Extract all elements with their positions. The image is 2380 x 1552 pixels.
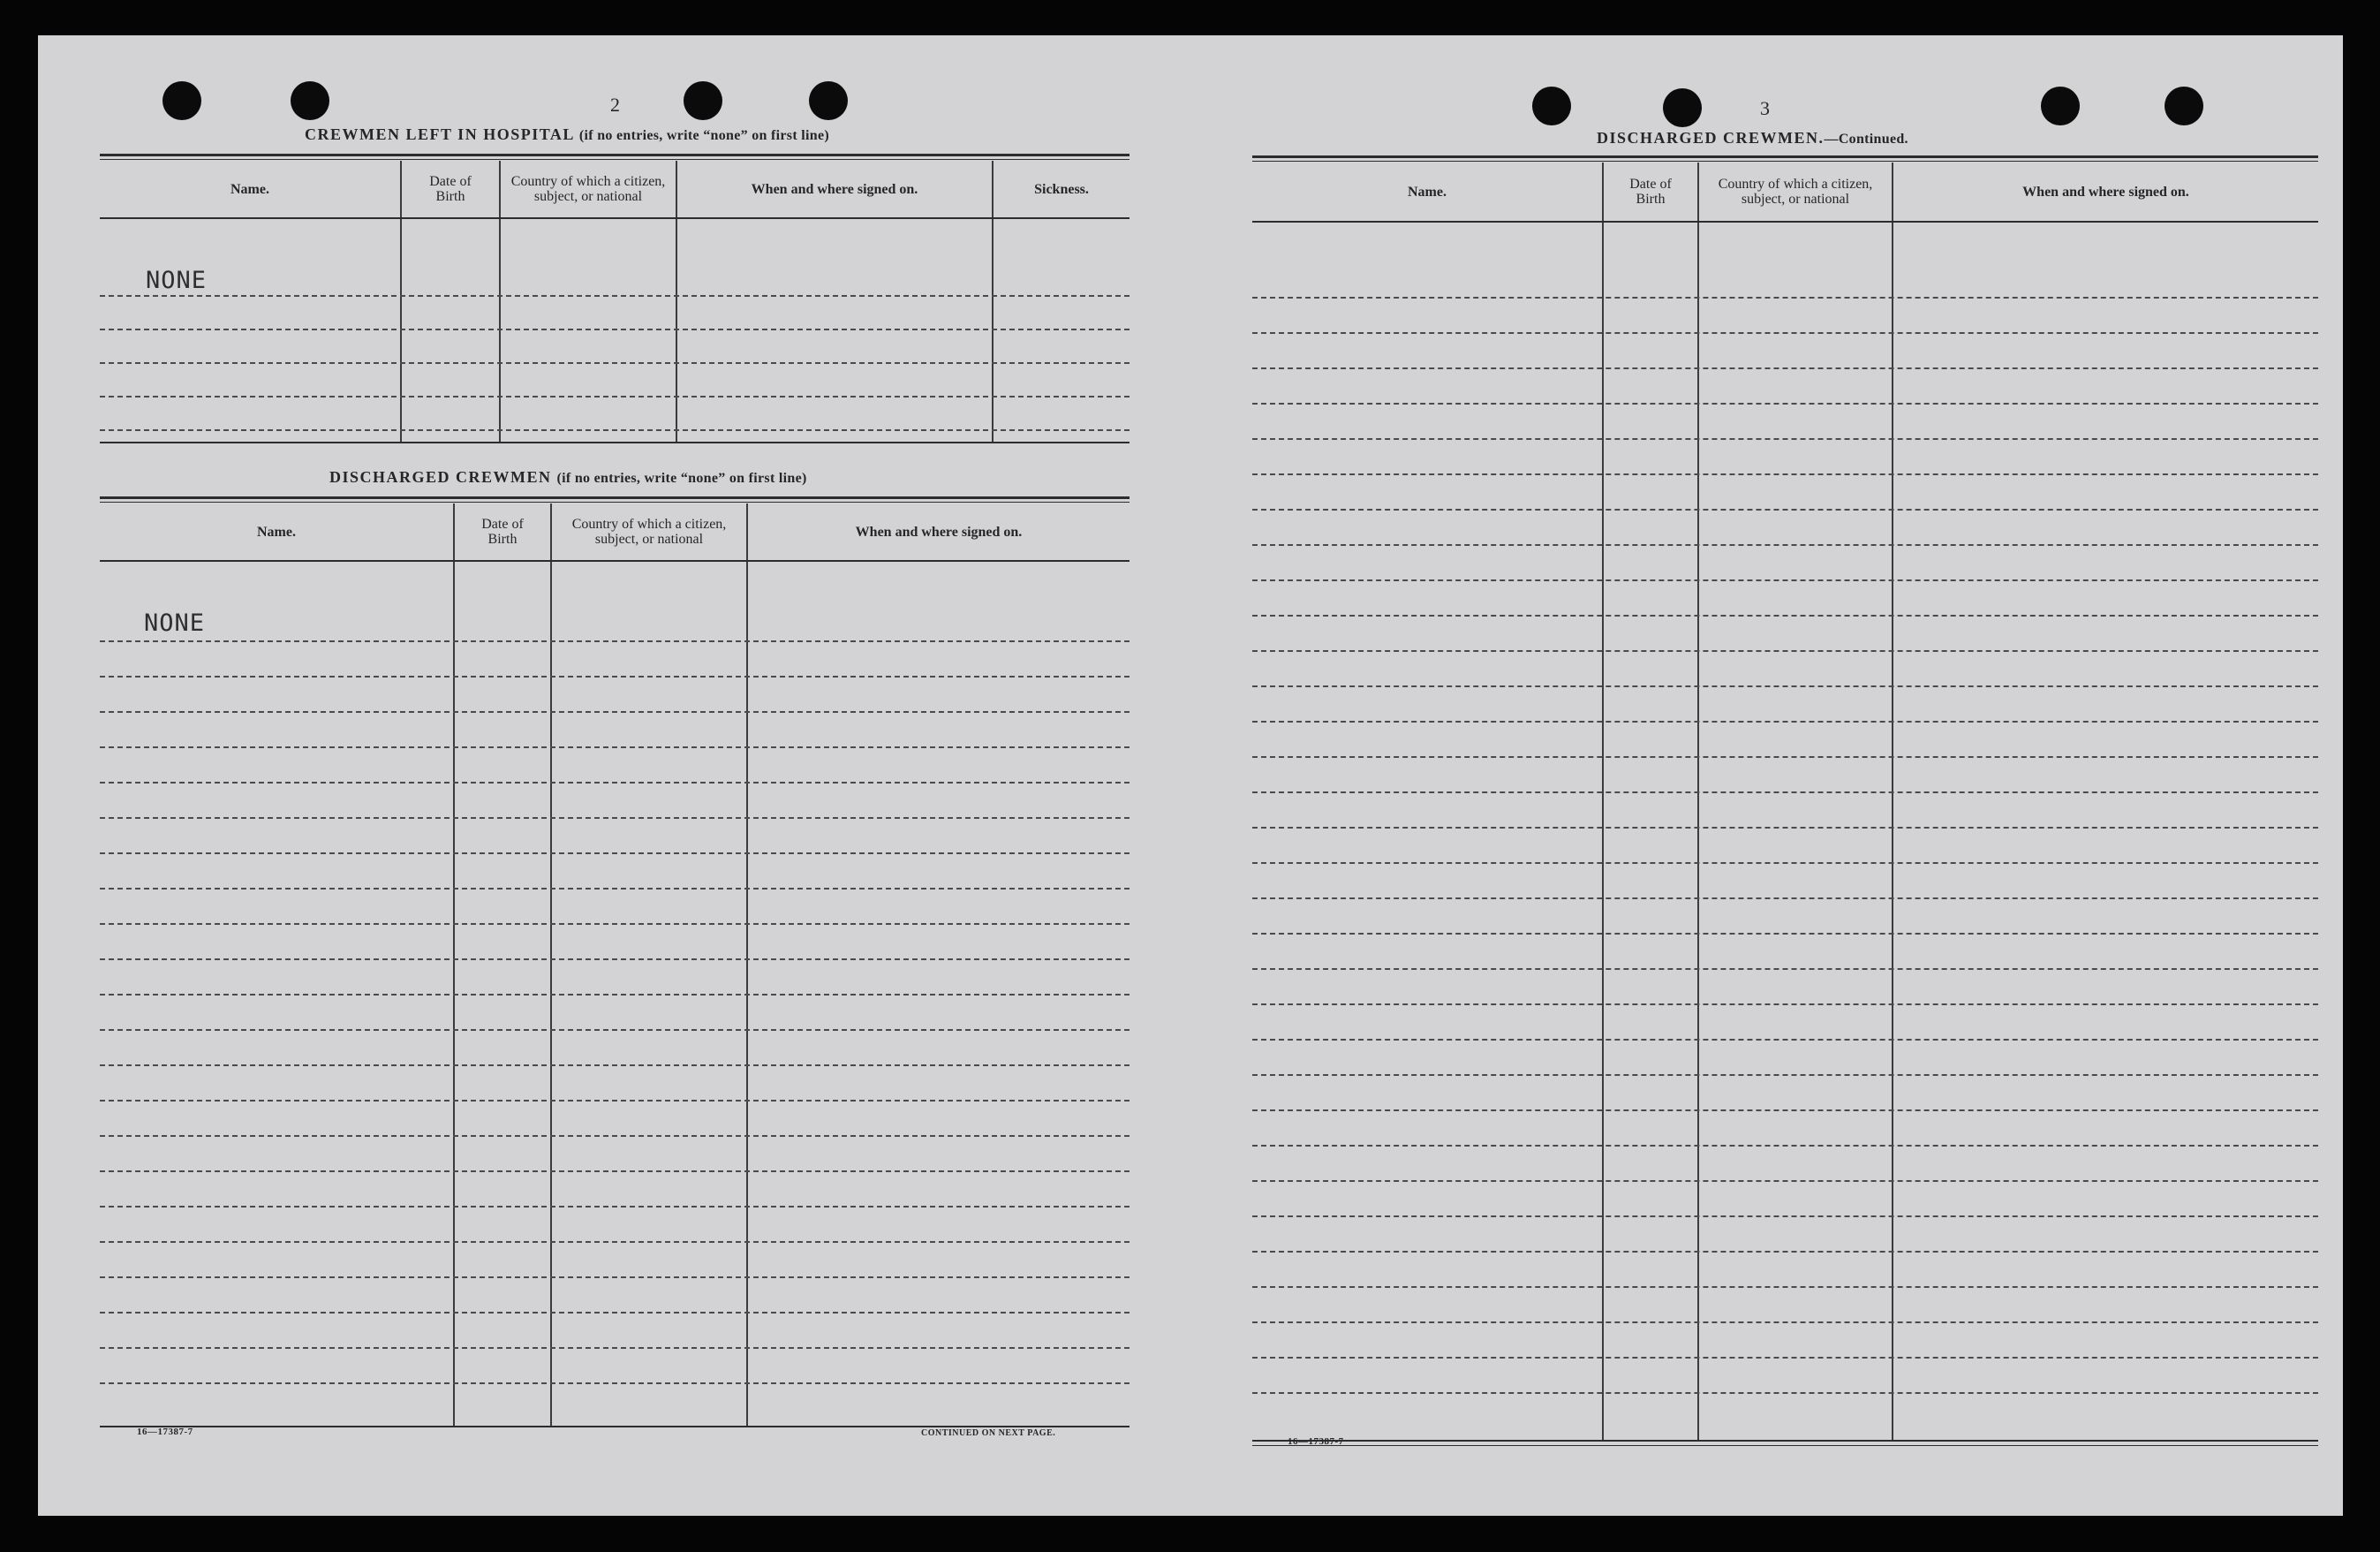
table-row	[1252, 897, 2318, 899]
table-row	[1252, 509, 2318, 511]
table-row	[1252, 1039, 2318, 1041]
table-row	[100, 1382, 1130, 1384]
table-row	[100, 782, 1130, 784]
table-row	[1252, 615, 2318, 617]
punch-hole	[162, 81, 201, 120]
table-row	[100, 676, 1130, 678]
punch-hole	[291, 81, 329, 120]
table-row	[1252, 933, 2318, 935]
table-row	[100, 362, 1130, 364]
table-row	[100, 295, 1130, 297]
table-row	[1252, 438, 2318, 440]
column-header-signed-on: When and where signed on.	[2022, 184, 2189, 200]
table-row	[1252, 827, 2318, 829]
column-header-sickness: Sickness.	[1034, 181, 1089, 197]
column-header-text: Country of which a citizen, subject, or national	[571, 517, 727, 547]
table-row	[100, 640, 1130, 642]
section-title-note: (if no entries, write “none” on first line)	[556, 471, 807, 486]
column-header-date-of-birth	[455, 503, 550, 560]
table-row	[1252, 791, 2318, 793]
table-row	[1252, 332, 2318, 334]
table-row	[1252, 297, 2318, 299]
section-title	[305, 125, 829, 144]
column-header-text: Country of which a citizen, subject, or national	[510, 174, 666, 204]
table-row	[1252, 1392, 2318, 1394]
table-row	[100, 817, 1130, 819]
table-row	[100, 1100, 1130, 1102]
section-title	[1597, 129, 1908, 148]
hospital-table	[100, 154, 1130, 481]
column-header-country	[1699, 163, 1892, 221]
column-header-text: Country of which a citizen, subject, or national	[1718, 177, 1873, 207]
table-row	[100, 1241, 1130, 1243]
table-row	[1252, 1109, 2318, 1111]
form-number: 16—17387-7	[137, 1427, 193, 1437]
punch-hole	[1532, 87, 1571, 125]
page-number: 2	[610, 94, 620, 116]
handwritten-entry: NONE	[146, 267, 208, 294]
table-row	[1252, 1286, 2318, 1288]
table-row	[1252, 721, 2318, 723]
table-row	[1252, 1215, 2318, 1217]
continued-note: CONTINUED ON NEXT PAGE.	[921, 1428, 1056, 1438]
table-row	[1252, 1145, 2318, 1147]
column-header-date-of-birth	[402, 161, 499, 217]
column-header-name: Name.	[1408, 184, 1447, 200]
table-row	[100, 852, 1130, 854]
section-title-text: DISCHARGED CREWMEN.	[1597, 129, 1825, 147]
column-header-country	[501, 161, 676, 217]
column-header-signed-on: When and where signed on.	[751, 181, 918, 197]
table-row	[100, 958, 1130, 960]
punch-hole	[809, 81, 848, 120]
table-row	[1252, 862, 2318, 864]
section-title	[329, 468, 807, 487]
table-row	[100, 1135, 1130, 1137]
section-title-text: DISCHARGED CREWMEN	[329, 468, 552, 486]
table-row	[100, 396, 1130, 397]
column-header-text: Date of Birth	[429, 174, 472, 204]
document-sheet	[38, 35, 2343, 1516]
table-row	[100, 1206, 1130, 1208]
table-row	[100, 994, 1130, 996]
column-header-text: Date of Birth	[1629, 177, 1672, 207]
page-number: 3	[1760, 97, 1770, 119]
column-header-name: Name.	[257, 524, 296, 540]
table-row	[1252, 403, 2318, 405]
table-row	[100, 1312, 1130, 1314]
table-row	[1252, 473, 2318, 475]
table-row	[1252, 1321, 2318, 1323]
table-row	[1252, 1180, 2318, 1182]
discharged-continued-table	[1252, 155, 2318, 1480]
column-header-country	[552, 503, 746, 560]
handwritten-entry: NONE	[144, 609, 206, 637]
punch-hole	[684, 81, 722, 120]
table-row	[100, 888, 1130, 890]
table-row	[100, 923, 1130, 925]
punch-hole	[2041, 87, 2080, 125]
table-row	[100, 429, 1130, 431]
table-row	[1252, 579, 2318, 581]
table-row	[1252, 1003, 2318, 1005]
column-header-text: Date of Birth	[481, 517, 524, 547]
column-header-name: Name.	[230, 181, 269, 197]
punch-hole	[1663, 88, 1702, 127]
section-title-text: CREWMEN LEFT IN HOSPITAL	[305, 125, 574, 143]
table-row	[100, 1029, 1130, 1031]
discharged-table	[100, 496, 1130, 1466]
table-row	[100, 1170, 1130, 1172]
table-row	[1252, 544, 2318, 546]
table-row	[100, 1064, 1130, 1066]
table-row	[1252, 367, 2318, 369]
column-header-signed-on: When and where signed on.	[855, 524, 1023, 540]
table-row	[100, 1276, 1130, 1278]
table-row	[100, 711, 1130, 713]
section-title-note: —Continued.	[1824, 132, 1908, 147]
table-row	[1252, 650, 2318, 652]
table-row	[1252, 1357, 2318, 1359]
table-row	[1252, 1251, 2318, 1253]
table-row	[100, 329, 1130, 330]
table-row	[1252, 1074, 2318, 1076]
column-header-date-of-birth	[1604, 163, 1697, 221]
table-row	[100, 1347, 1130, 1349]
form-number: 16—17387-7	[1288, 1436, 1344, 1447]
section-title-note: (if no entries, write “none” on first line)	[578, 128, 829, 143]
table-row	[100, 746, 1130, 748]
table-row	[1252, 756, 2318, 758]
punch-hole	[2165, 87, 2203, 125]
table-row	[1252, 685, 2318, 687]
table-row	[1252, 968, 2318, 970]
